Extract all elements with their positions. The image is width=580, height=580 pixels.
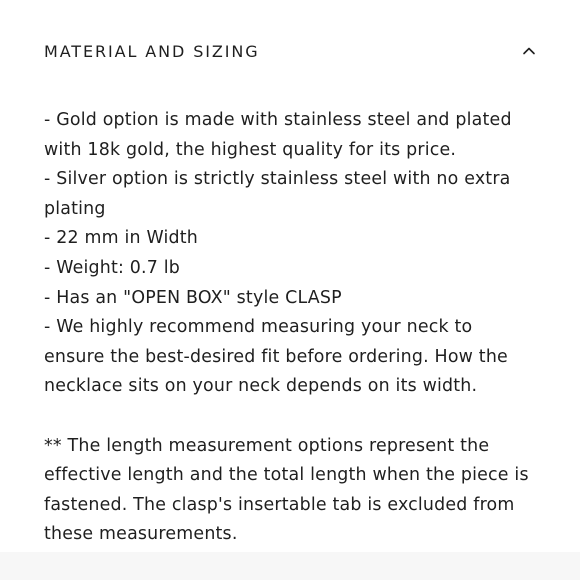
description-line: - Gold option is made with stainless steel and plated	[44, 110, 512, 130]
description-line: necklace sits on your neck depends on its width.	[44, 376, 478, 397]
note-line: ** The length measurement options represent the	[44, 435, 490, 456]
description-line: - Has an "OPEN BOX" style CLASP	[44, 287, 342, 308]
description-line: plating	[44, 198, 106, 219]
note-line: these measurements.	[44, 524, 238, 545]
description-line: - 22 mm in Width	[44, 228, 198, 249]
bottom-divider-strip	[0, 552, 580, 580]
description-line: - Silver option is strictly stainless steel with no extra	[44, 169, 511, 190]
paragraph-spacer	[44, 402, 554, 432]
chevron-up-icon[interactable]	[522, 46, 536, 56]
accordion-header[interactable]	[0, 0, 580, 90]
description-line: - We highly recommend measuring your neck to	[44, 317, 473, 338]
accordion-title: MATERIAL AND SIZING	[44, 42, 260, 61]
description-line: with 18k gold, the highest quality for its price.	[44, 139, 457, 160]
note-line: effective length and the total length when the piece is	[44, 465, 529, 486]
accordion-body	[44, 106, 554, 550]
description-line: - Weight: 0.7 lb	[44, 257, 181, 278]
description-line: ensure the best-desired fit before ordering. How the	[44, 346, 508, 367]
note-line: fastened. The clasp's insertable tab is excluded from	[44, 494, 515, 515]
